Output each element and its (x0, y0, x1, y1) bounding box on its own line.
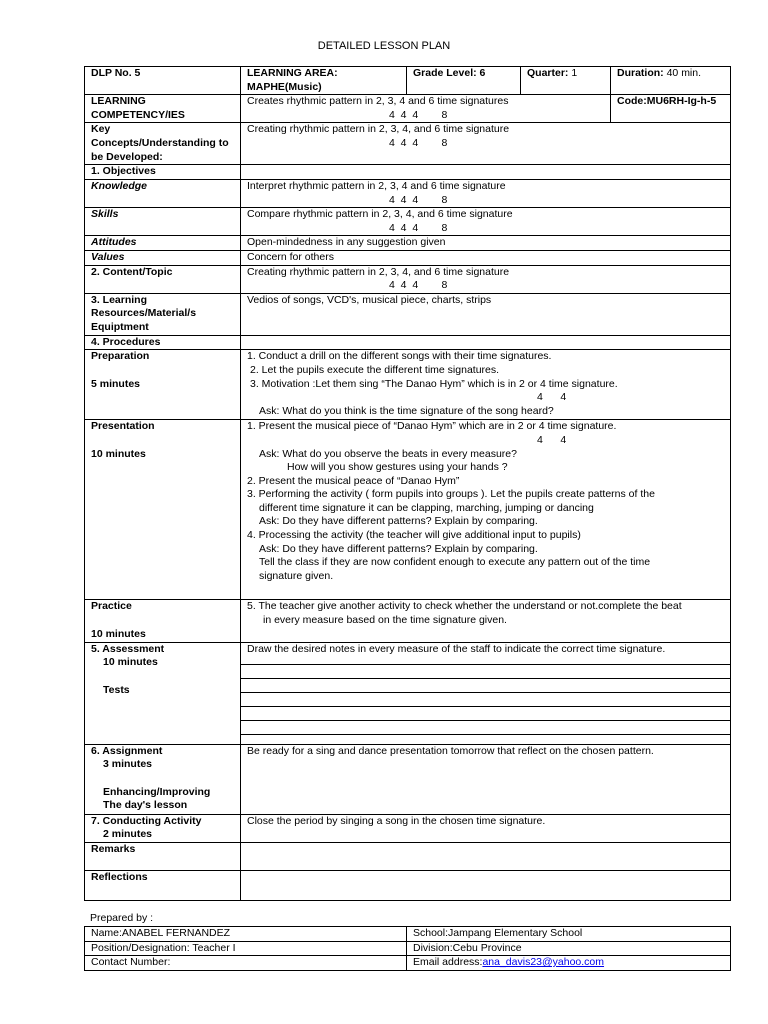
assessment-label: 5. Assessment (91, 642, 165, 655)
assessment-time: 10 minutes (103, 656, 158, 669)
practice-line-2: in every measure based on the time signature given. (263, 613, 507, 626)
document-title: DETAILED LESSON PLAN (317, 40, 451, 52)
duration-label: Duration: (617, 67, 664, 79)
attitudes-label: Attitudes (85, 236, 241, 251)
practice-line-1: 5. The teacher give another activity to check whether the understand or not.complete the beat (247, 600, 682, 613)
email-link[interactable]: ana_davis23@yahoo.com (482, 956, 605, 968)
skills-row (85, 208, 731, 236)
preparation-label: Preparation (91, 350, 150, 363)
preparation-line-4: Ask: What do you think is the time signature of the song heard? (259, 404, 554, 417)
competency-row (85, 95, 731, 123)
preparation-line-2: 2. Let the pupils execute the different time signatures. (250, 363, 500, 376)
resources-row (85, 293, 731, 335)
quarter-label: Quarter: (527, 67, 569, 79)
content-denominators: 4 4 4 8 (389, 279, 448, 292)
reflections-row (85, 870, 731, 900)
presentation-line-1: 1. Present the musical piece of “Danao Hym” which are in 2 or 4 time signature. (247, 420, 617, 433)
preparation-line-1: 1. Conduct a drill on the different songs with their time signatures. (247, 350, 552, 363)
procedures-row (85, 335, 731, 350)
presentation-row (85, 420, 731, 600)
position: Position/Designation: Teacher I (85, 941, 407, 956)
assignment-label: 6. Assignment (91, 744, 163, 757)
objectives-row (85, 165, 731, 180)
staff-line (241, 665, 730, 679)
conducting-row (85, 814, 731, 842)
presentation-line-2: Ask: What do you observe the beats in every measure? (259, 447, 517, 460)
assessment-tests: Tests (103, 683, 130, 696)
attitudes-text: Open-mindedness in any suggestion given (241, 236, 731, 251)
presentation-line-3: How will you show gestures using your hands ? (287, 461, 508, 474)
values-label: Values (85, 250, 241, 265)
key-concepts-label: Key Concepts/Understanding to be Developed: (85, 123, 241, 165)
assessment-row (85, 642, 731, 744)
preparation-time: 5 minutes (91, 377, 141, 390)
prepared-by-table (84, 926, 731, 971)
staff-line (241, 679, 730, 693)
presentation-line-9: Ask: Do they have different patterns? Explain by comparing. (259, 542, 538, 555)
resources-text: Vedios of songs, VCD's, musical piece, charts, strips (241, 293, 731, 335)
preparation-denominators: 4 4 (537, 391, 567, 404)
duration-value: 40 min. (666, 67, 702, 79)
header-row (85, 67, 731, 95)
key-concepts-text: Creating rhythmic pattern in 2, 3, 4, and 6 time signature (247, 123, 510, 136)
assignment-row (85, 744, 731, 814)
assessment-text: Draw the desired notes in every measure of the staff to indicate the correct time signature. (247, 642, 666, 655)
assignment-time: 3 minutes (103, 758, 153, 771)
competency-label: LEARNING COMPETENCY/IES (85, 95, 241, 123)
presentation-line-10: Tell the class if they are now confident enough to execute any pattern out of the time (259, 556, 651, 569)
prepared-by: Prepared by : (90, 912, 154, 924)
presentation-line-8: 4. Processing the activity (the teacher will give additional input to pupils) (247, 529, 581, 542)
values-row (85, 250, 731, 265)
staff-lines (247, 656, 724, 735)
skills-label: Skills (85, 208, 241, 236)
footer-row (85, 927, 731, 942)
staff-line (241, 656, 730, 665)
staff-line (241, 721, 730, 735)
email-label: Email address: (413, 956, 483, 968)
dlp-number: DLP No. 5 (91, 67, 141, 79)
practice-row (85, 600, 731, 642)
presentation-line-4: 2. Present the musical peace of “Danao Hym” (247, 474, 460, 487)
presentation-line-11: signature given. (259, 569, 334, 582)
grade-level: Grade Level: 6 (413, 67, 486, 79)
conducting-text: Close the period by singing a song in the chosen time signature. (241, 814, 731, 842)
competency-code: Code:MU6RH-Ig-h-5 (611, 95, 731, 123)
assignment-text: Be ready for a sing and dance presentation tomorrow that reflect on the chosen pattern. (241, 744, 731, 814)
learning-area: LEARNING AREA: MAPHE(Music) (247, 67, 338, 93)
presentation-line-5: 3. Performing the activity ( form pupils into groups ). Let the pupils create patterns of the (247, 488, 655, 501)
skills-denominators: 4 4 4 8 (389, 221, 448, 234)
key-concepts-denominators: 4 4 4 8 (389, 136, 448, 149)
knowledge-denominators: 4 4 4 8 (389, 193, 448, 206)
procedures-label: 4. Procedures (85, 335, 241, 350)
staff-line (241, 693, 730, 707)
division: Division:Cebu Province (407, 941, 731, 956)
competency-denominators: 4 4 4 8 (389, 108, 448, 121)
remarks-label: Remarks (85, 842, 241, 870)
footer-row (85, 941, 731, 956)
staff-line (241, 707, 730, 721)
key-concepts-row (85, 123, 731, 165)
quarter-value: 1 (571, 67, 578, 79)
presentation-line-7: Ask: Do they have different patterns? Explain by comparing. (259, 515, 538, 528)
content-label: 2. Content/Topic (85, 265, 241, 293)
practice-time: 10 minutes (91, 627, 146, 640)
remarks-row (85, 842, 731, 870)
preparation-line-3: 3. Motivation :Let them sing “The Danao Hym” which is in 2 or 4 time signature. (250, 377, 618, 390)
knowledge-label: Knowledge (85, 179, 241, 207)
knowledge-row (85, 179, 731, 207)
objectives-label: 1. Objectives (85, 165, 241, 180)
practice-label: Practice (91, 600, 132, 613)
skills-text: Compare rhythmic pattern in 2, 3, 4, and 6 time signature (247, 208, 513, 221)
lesson-plan-table (84, 66, 731, 901)
knowledge-text: Interpret rhythmic pattern in 2, 3, 4 and 6 time signature (247, 179, 506, 192)
resources-label: 3. Learning Resources/Material/s Equiptment (85, 293, 241, 335)
conducting-time: 2 minutes (103, 828, 153, 841)
competency-text: Creates rhythmic pattern in 2, 3, 4 and 6 time signatures (247, 95, 509, 108)
conducting-label: 7. Conducting Activity (91, 814, 202, 827)
assignment-sub-1: Enhancing/Improving (103, 785, 211, 798)
presentation-time: 10 minutes (91, 447, 146, 460)
presentation-line-6: different time signature it can be clapping, marching, jumping or dancing (259, 501, 594, 514)
preparation-row (85, 350, 731, 420)
presentation-label: Presentation (91, 420, 155, 433)
assignment-sub-2: The day's lesson (103, 799, 188, 812)
contact-number: Contact Number: (85, 956, 407, 971)
teacher-name: Name:ANABEL FERNANDEZ (85, 927, 407, 942)
reflections-label: Reflections (85, 870, 241, 900)
presentation-denominators: 4 4 (537, 433, 567, 446)
school-name: School:Jampang Elementary School (407, 927, 731, 942)
footer-row (85, 956, 731, 971)
values-text: Concern for others (241, 250, 731, 265)
content-row (85, 265, 731, 293)
content-text: Creating rhythmic pattern in 2, 3, 4, and 6 time signature (247, 265, 510, 278)
attitudes-row (85, 236, 731, 251)
